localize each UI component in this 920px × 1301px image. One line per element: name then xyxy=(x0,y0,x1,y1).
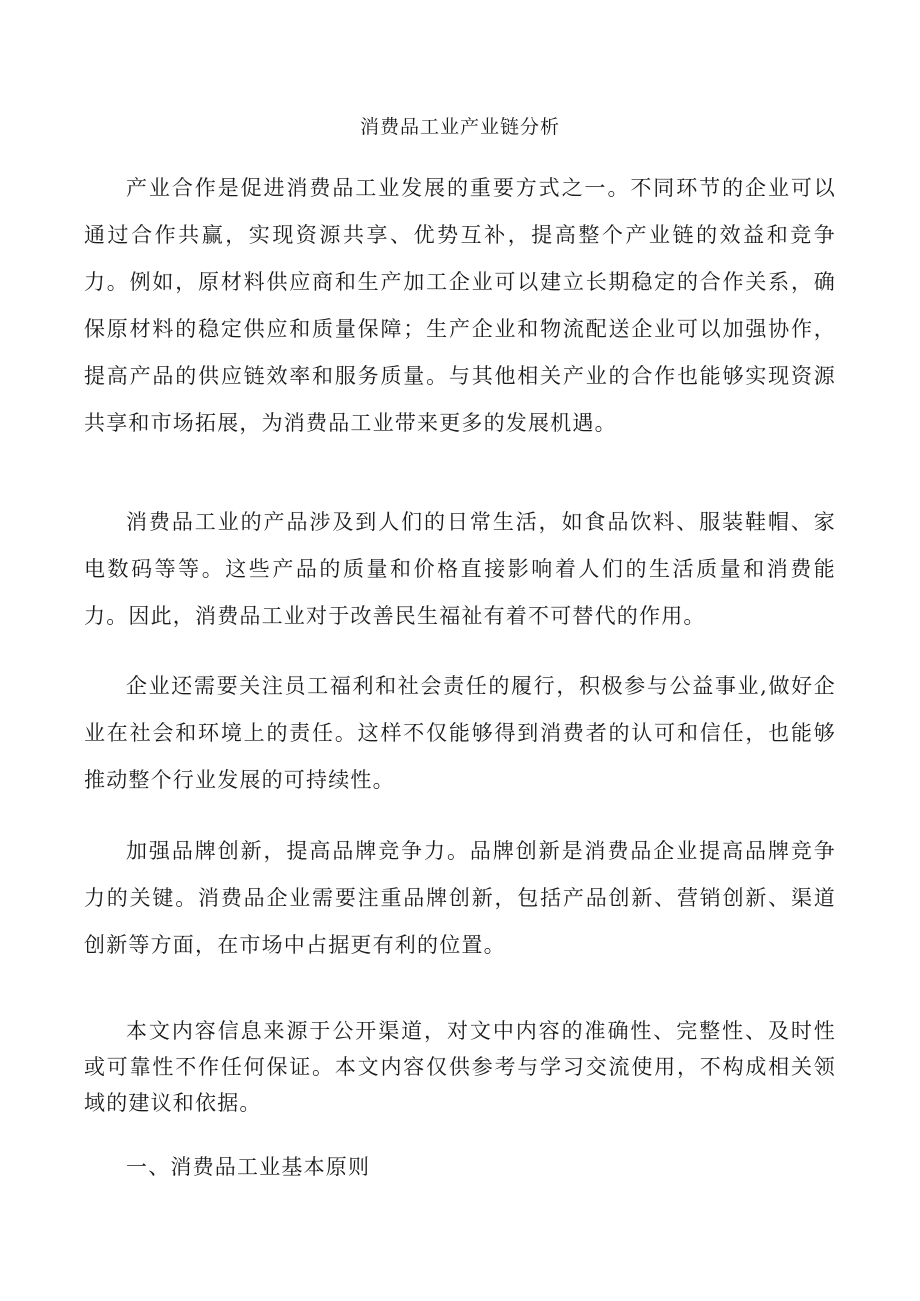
body-paragraph-social-responsibility: 企业还需要关注员工福利和社会责任的履行，积极参与公益事业,做好企业在社会和环境上的责任。这样不仅能够得到消费者的认可和信任，也能够推动整个行业发展的可持续性。 xyxy=(84,674,836,792)
body-paragraph-brand-innovation: 加强品牌创新，提高品牌竞争力。品牌创新是消费品企业提高品牌竞争力的关键。消费品企业需要注重品牌创新，包括产品创新、营销创新、渠道创新等方面，在市场中占据更有利的位置。 xyxy=(84,839,836,957)
disclaimer-paragraph: 本文内容信息来源于公开渠道，对文中内容的准确性、完整性、及时性或可靠性不作任何保证。本文内容仅供参考与学习交流使用，不构成相关领域的建议和依据。 xyxy=(84,1019,836,1115)
section-heading: 一、消费品工业基本原则 xyxy=(126,1155,371,1179)
document-title: 消费品工业产业链分析 xyxy=(359,116,560,138)
body-paragraph-industry-cooperation: 产业合作是促进消费品工业发展的重要方式之一。不同环节的企业可以通过合作共赢，实现资源共享、优势互补，提高整个产业链的效益和竞争力。例如，原材料供应商和生产加工企业可以建立长期稳定的合作关系，确保原材料的稳定供应和质量保障；生产企业和物流配送企业可以加强协作，提高产品的供应链效率和服务质量。与其他相关产业的合作也能够实现资源共享和市场拓展，为消费品工业带来更多的发展机遇。 xyxy=(84,176,836,435)
body-paragraph-daily-life-products: 消费品工业的产品涉及到人们的日常生活，如食品饮料、服装鞋帽、家电数码等等。这些产品的质量和价格直接影响着人们的生活质量和消费能力。因此，消费品工业对于改善民生福祉有着不可替代的作用。 xyxy=(84,510,836,628)
